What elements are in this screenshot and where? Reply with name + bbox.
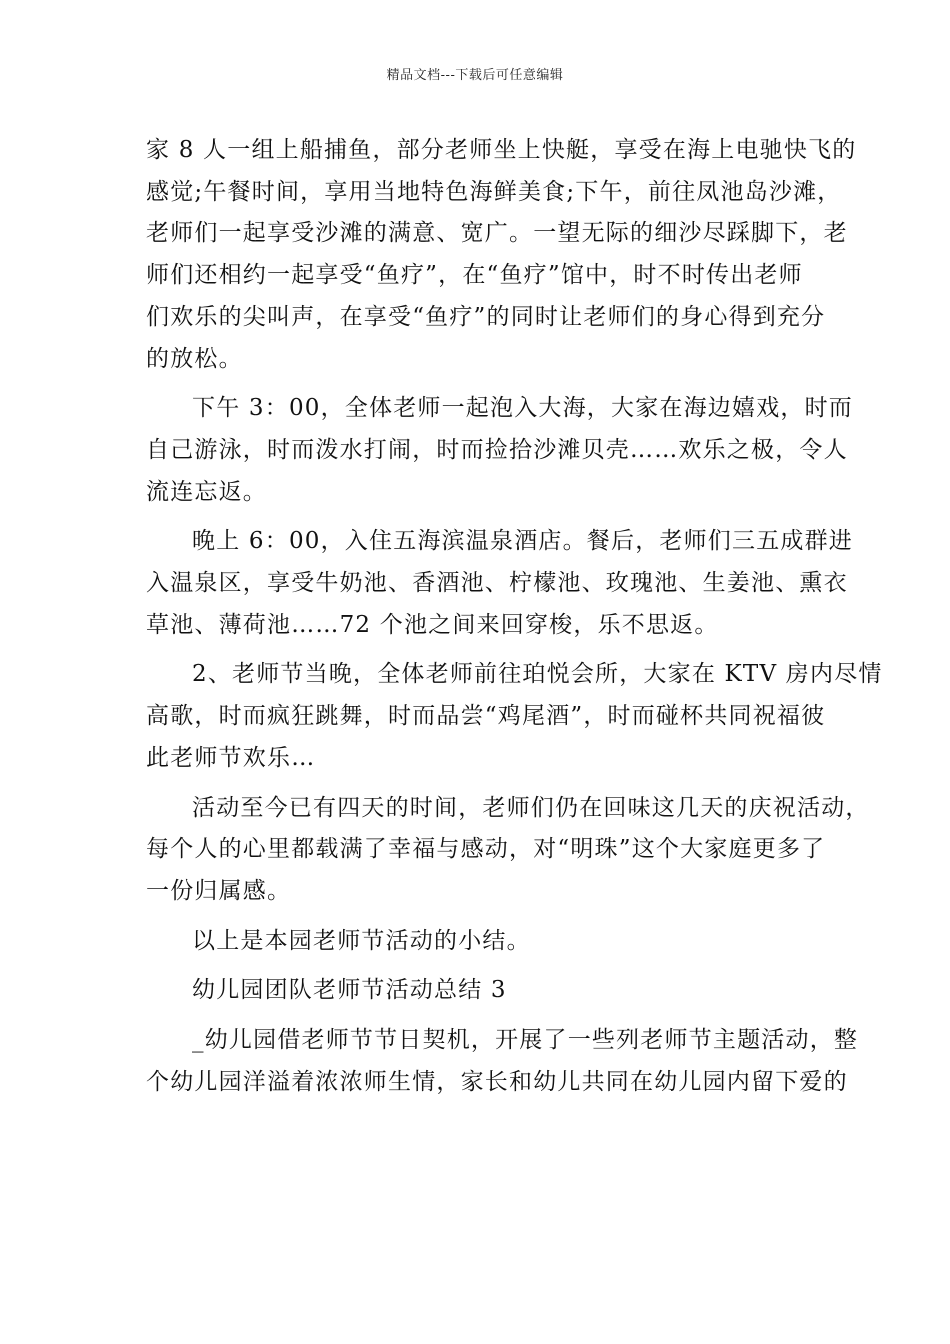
paragraph-2: [146, 388, 854, 513]
text-line: 自己游泳，时而泼水打闹，时而捡拾沙滩贝壳……欢乐之极，令人: [146, 436, 848, 463]
text-line: 个幼儿园洋溢着浓浓师生情，家长和幼儿共同在幼儿园内留下爱的: [146, 1068, 848, 1095]
section-heading: [146, 970, 836, 1012]
text-line: 一份归属感。: [146, 877, 292, 904]
text-line: 晚上 6：00，入住五海滨温泉酒店。餐后，老师们三五成群进: [192, 528, 854, 555]
text-line: 活动至今已有四天的时间，老师们仍在回味这几天的庆祝活动，: [192, 794, 870, 821]
text-line: 下午 3：00，全体老师一起泡入大海，大家在海边嬉戏，时而: [192, 395, 854, 422]
text-line: 家 8 人一组上船捕鱼，部分老师坐上快艇，享受在海上电驰快飞的: [146, 137, 857, 163]
document-body: [146, 130, 883, 1103]
paragraph-4: [146, 654, 883, 779]
text-line: 师们还相约一起享受“鱼疗”，在“鱼疗”馆中，时不时传出老师: [146, 262, 803, 289]
text-line: 2、老师节当晚，全体老师前往珀悦会所，大家在 KTV 房内尽情: [192, 661, 883, 688]
paragraph-5: [146, 788, 870, 913]
text-line: 们欢乐的尖叫声，在享受“鱼疗”的同时让老师们的身心得到充分: [146, 303, 826, 330]
text-line: 感觉;午餐时间，享用当地特色海鲜美食;下午，前往凤池岛沙滩，: [146, 178, 842, 205]
paragraph-3: [146, 521, 854, 646]
text-line: 每个人的心里都载满了幸福与感动，对“明珠”这个大家庭更多了: [146, 836, 826, 863]
text-line: 的放松。: [146, 345, 243, 372]
text-line: _幼儿园借老师节节日契机，开展了一些列老师节主题活动，整: [192, 1027, 859, 1054]
text-line: 流连忘返。: [146, 478, 267, 505]
text-line: 老师们一起享受沙滩的满意、宽广。一望无际的细沙尽踩脚下，老: [146, 220, 848, 247]
paragraph-1: [146, 130, 857, 380]
paragraph-8: [146, 1020, 859, 1103]
text-line: 高歌，时而疯狂跳舞，时而品尝“鸡尾酒”，时而碰杯共同祝福彼: [146, 703, 826, 730]
text-line: 草池、薄荷池……72 个池之间来回穿梭，乐不思返。: [146, 611, 719, 638]
paragraph-6: [146, 921, 836, 963]
page-header: 精品文档---下载后可任意编辑: [386, 68, 564, 83]
text-line: 此老师节欢乐…: [146, 744, 316, 771]
text-line: 以上是本园老师节活动的小结。: [192, 927, 531, 954]
text-line: 幼儿园团队老师节活动总结 3: [192, 977, 507, 1004]
text-line: 入温泉区，享受牛奶池、香酒池、柠檬池、玫瑰池、生姜池、熏衣: [146, 570, 848, 597]
